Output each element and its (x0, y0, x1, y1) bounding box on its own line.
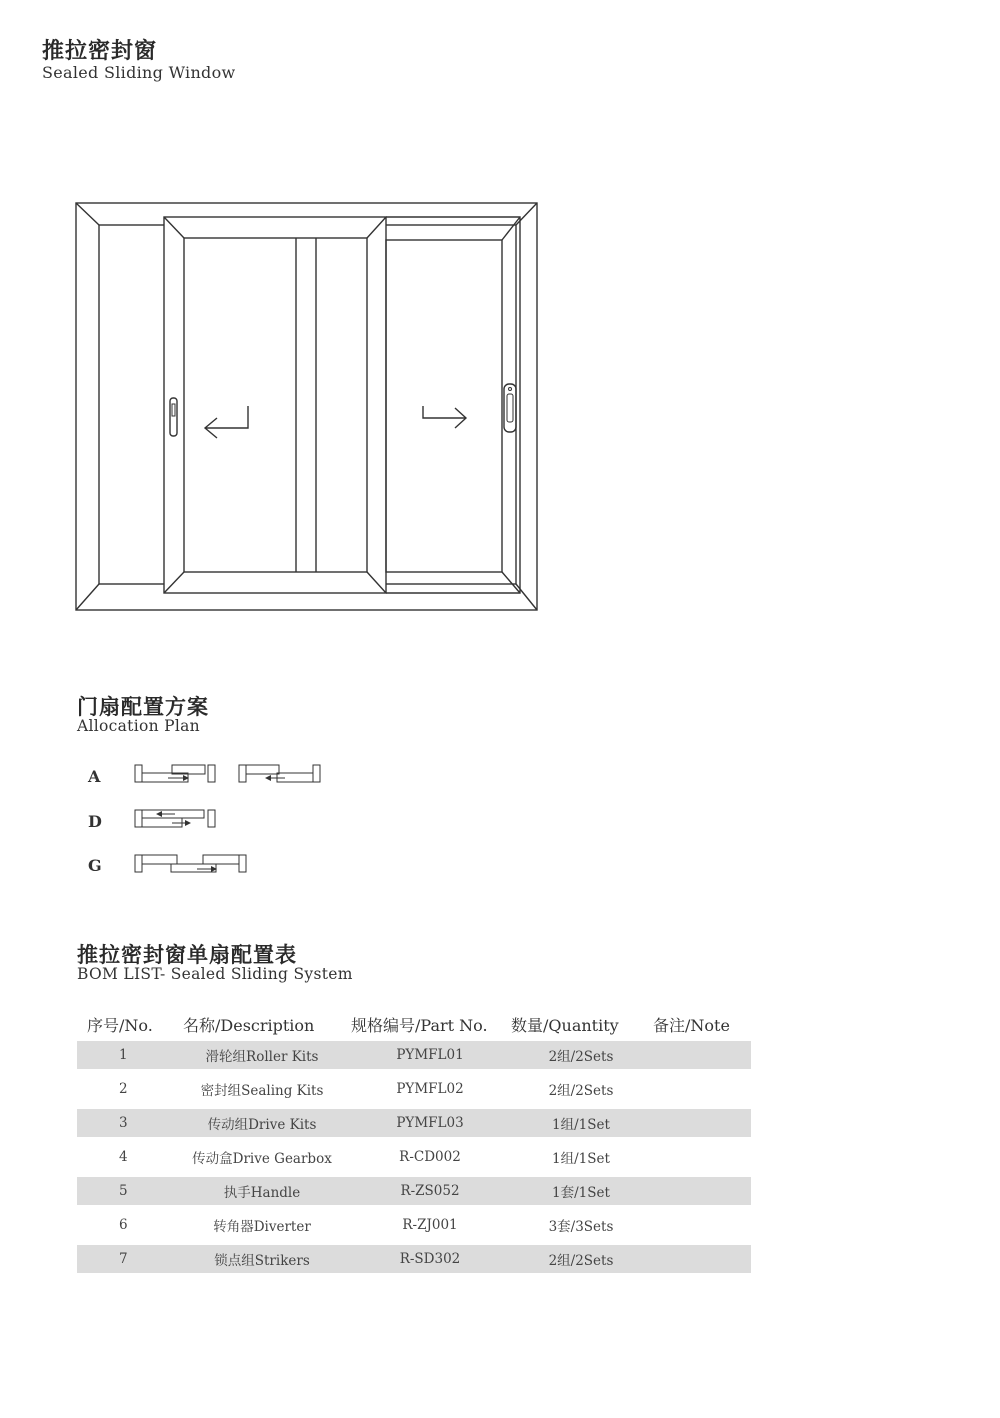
plan-label-d: D (88, 812, 102, 831)
col-header-note: 备注/Note (653, 1015, 730, 1035)
table-row (77, 1205, 751, 1245)
table-row (77, 1137, 751, 1177)
col-header-no: 序号/No. (87, 1015, 153, 1035)
table-row (77, 1041, 751, 1069)
cell-no: 1 (77, 1041, 173, 1069)
col-header-description: 名称/Description (183, 1015, 315, 1035)
table-row (77, 1245, 751, 1273)
allocation-title-en: Allocation Plan (77, 717, 200, 735)
table-header-row (77, 1007, 751, 1041)
cell-quantity: 2组/2Sets (509, 1245, 653, 1273)
table-row (77, 1069, 751, 1109)
cell-part-no: PYMFL03 (351, 1109, 509, 1137)
cell-part-no: PYMFL02 (396, 1081, 464, 1097)
allocation-title-cn: 门扇配置方案 (77, 694, 209, 719)
cell-note (653, 1177, 751, 1205)
cell-part-no: PYMFL01 (351, 1041, 509, 1069)
cell-description: 执手Handle (173, 1177, 351, 1205)
plan-label-a: A (88, 767, 101, 786)
cell-description: 传动组Drive Kits (173, 1109, 351, 1137)
cell-quantity: 1套/1Set (509, 1177, 653, 1205)
plan-label-g: G (88, 856, 102, 875)
cell-no: 4 (119, 1149, 128, 1165)
cell-part-no: R-ZJ001 (402, 1217, 458, 1233)
cell-note (653, 1069, 751, 1109)
cell-quantity: 2组/2Sets (548, 1083, 614, 1099)
cell-description: 滑轮组Roller Kits (173, 1041, 351, 1069)
plan-g-diagram (135, 855, 246, 872)
cell-no: 3 (77, 1109, 173, 1137)
page-title-en: Sealed Sliding Window (42, 63, 236, 82)
cell-quantity: 2组/2Sets (509, 1041, 653, 1069)
table-row (77, 1177, 751, 1205)
cell-note (653, 1137, 751, 1177)
cell-description: 锁点组Strikers (173, 1245, 351, 1273)
cell-part-no: R-ZS052 (351, 1177, 509, 1205)
bom-table (77, 1007, 751, 1273)
cell-description: 密封组Sealing Kits (200, 1083, 324, 1099)
right-sash (386, 217, 520, 593)
cell-no: 2 (119, 1081, 128, 1097)
page-title-cn: 推拉密封窗 (42, 38, 158, 64)
col-header-part-no: 规格编号/Part No. (351, 1015, 488, 1035)
cell-note (653, 1041, 751, 1069)
col-header-quantity: 数量/Quantity (511, 1015, 619, 1035)
lock-handle-icon (504, 384, 516, 432)
cell-quantity: 3套/3Sets (548, 1219, 614, 1235)
plan-a-diagram-1 (135, 765, 215, 782)
bom-title-cn: 推拉密封窗单扇配置表 (77, 942, 297, 967)
cell-note (653, 1205, 751, 1245)
cell-note (653, 1245, 751, 1273)
plan-d-diagram (135, 810, 215, 827)
plan-a-diagram-2 (239, 765, 320, 782)
cell-quantity: 1组/1Set (552, 1151, 610, 1167)
cell-part-no: R-SD302 (351, 1245, 509, 1273)
cell-quantity: 1组/1Set (509, 1109, 653, 1137)
cell-no: 6 (119, 1217, 128, 1233)
cell-description: 传动盒Drive Gearbox (192, 1151, 332, 1167)
slide-right-arrow-icon (423, 406, 466, 428)
cell-no: 5 (77, 1177, 173, 1205)
cell-part-no: R-CD002 (399, 1149, 461, 1165)
bom-title-en: BOM LIST- Sealed Sliding System (77, 965, 353, 983)
allocation-diagrams (0, 0, 360, 890)
cell-note (653, 1109, 751, 1137)
cell-no: 7 (77, 1245, 173, 1273)
cell-description: 转角器Diverter (213, 1219, 311, 1235)
table-row (77, 1109, 751, 1137)
